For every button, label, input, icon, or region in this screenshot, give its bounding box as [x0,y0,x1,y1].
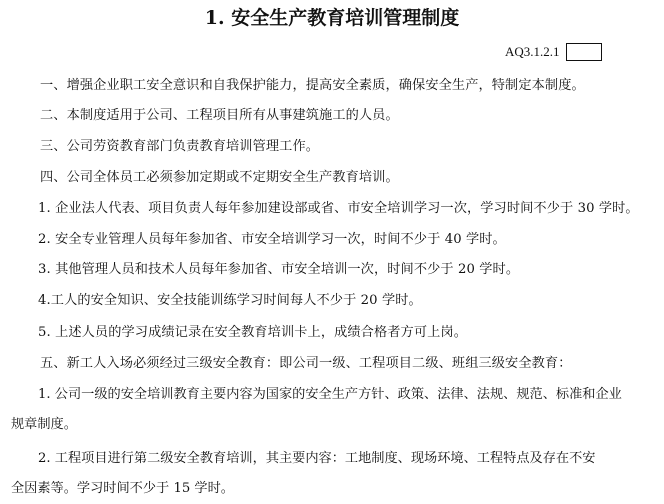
paragraph-11 [11,380,661,440]
paragraph-8: 4.工人的安全知识、安全技能训练学习时间每人不少于 20 学时。 [38,293,422,308]
paragraph-12-line-2: 全因素等。学习时间不少于 15 学时。 [11,481,234,496]
paragraph-11-line-2: 规章制度。 [11,417,77,432]
paragraph-9: 5. 上述人员的学习成绩记录在安全教育培训卡上，成绩合格者方可上岗。 [38,325,467,340]
paragraph-4: 四、公司全体员工必须参加定期或不定期安全生产教育培训。 [40,170,399,185]
document-code-row [505,42,602,62]
document-title: 1. 安全生产教育培训管理制度 [204,7,460,29]
paragraph-12 [11,444,661,504]
document-code: AQ3.1.2.1 [505,44,560,59]
paragraph-10: 五、新工人入场必须经过三级安全教育：即公司一级、工程项目二级、班组三级安全教育： [40,356,572,371]
paragraph-6: 2. 安全专业管理人员每年参加省、市安全培训学习一次，时间不少于 40 学时。 [38,232,506,247]
paragraph-12-line-1: 2. 工程项目进行第二级安全教育培训，其主要内容：工地制度、现场环境、工程特点及存在不安 [38,451,596,466]
paragraph-7: 3. 其他管理人员和技术人员每年参加省、市安全培训一次，时间不少于 20 学时。 [38,262,520,277]
paragraph-3: 三、公司劳资教育部门负责教育培训管理工作。 [40,139,320,154]
paragraph-1: 一、增强企业职工安全意识和自我保护能力，提高安全素质，确保安全生产，特制定本制度。 [40,78,585,93]
paragraph-2: 二、本制度适用于公司、工程项目所有从事建筑施工的人员。 [40,108,399,123]
paragraph-5: 1. 企业法人代表、项目负责人每年参加建设部或省、市安全培训学习一次，学习时间不少于 30 学时。 [38,201,639,216]
code-box [566,43,602,61]
paragraph-11-line-1: 1. 公司一级的安全培训教育主要内容为国家的安全生产方针、政策、法律、法规、规范、标准和企业 [38,387,622,402]
